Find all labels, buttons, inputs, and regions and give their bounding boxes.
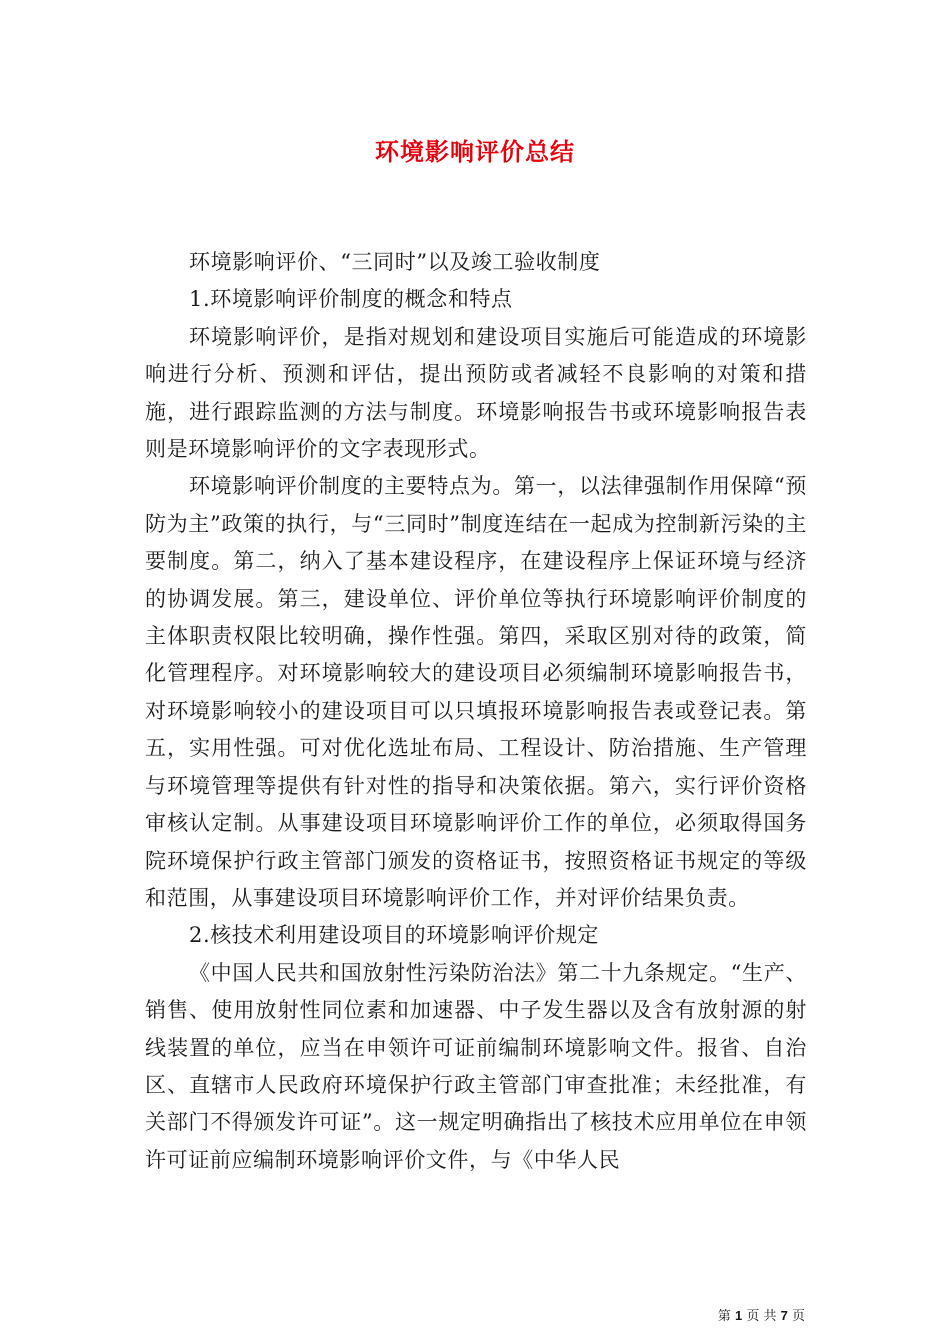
page-footer bbox=[718, 1305, 805, 1324]
footer-prefix: 第 bbox=[717, 1309, 731, 1324]
section-heading-1: 1.环境影响评价制度的概念和特点 bbox=[189, 287, 513, 312]
paragraph-definition: 环境影响评价，是指对规划和建设项目实施后可能造成的环境影响进行分析、预测和评估，提出预防或者减轻不良影响的对策和措施，进行跟踪监测的方法与制度。环境影响报告书或环境影响报告表则是环境影响评价的文字表现形式。 bbox=[145, 324, 807, 462]
document-title: 环境影响评价总结 bbox=[375, 137, 575, 166]
paragraph-nuclear-law: 《中国人民共和国放射性污染防治法》第二十九条规定。“生产、销售、使用放射性同位素和加速器、中子发生器以及含有放射源的射线装置的单位，应当在申领许可证前编制环境影响文件。报省、自治区、直辖市人民政府环境保护行政主管部门审查批准；未经批准，有关部门不得颁发许可证”。这一规定明确指出了核技术应用单位在申领许可证前应编制环境影响评价文件，与《中华人民 bbox=[145, 960, 807, 1172]
section-heading-main: 环境影响评价、“三同时”以及竣工验收制度 bbox=[189, 250, 601, 274]
current-page-number: 1 bbox=[734, 1308, 743, 1323]
document-body bbox=[145, 244, 807, 1179]
total-page-number: 7 bbox=[780, 1308, 788, 1323]
footer-middle: 页 共 bbox=[746, 1309, 777, 1324]
paragraph-features: 环境影响评价制度的主要特点为。第一，以法律强制作用保障“预防为主”政策的执行，与“三同时”制度连结在一起成为控制新污染的主要制度。第二，纳入了基本建设程序，在建设程序上保证环境与经济的协调发展。第三，建设单位、评价单位等执行环境影响评价制度的主体职责权限比较明确，操作性强。第四，采取区别对待的政策，简化管理程序。对环境影响较大的建设项目必须编制环境影响报告书，对环境影响较小的建设项目可以只填报环境影响报告表或登记表。第五，实用性强。可对优化选址布局、工程设计、防治措施、生产管理与环境管理等提供有针对性的指导和决策依据。第六，实行评价资格审核认定制。从事建设项目环境影响评价工作的单位，必须取得国务院环境保护行政主管部门颁发的资格证书，按照资格证书规定的等级和范围，从事建设项目环境影响评价工作，并对评价结果负责。 bbox=[145, 474, 807, 910]
footer-suffix: 页 bbox=[791, 1309, 805, 1324]
section-heading-2: 2.核技术利用建设项目的环境影响评价规定 bbox=[189, 923, 600, 948]
